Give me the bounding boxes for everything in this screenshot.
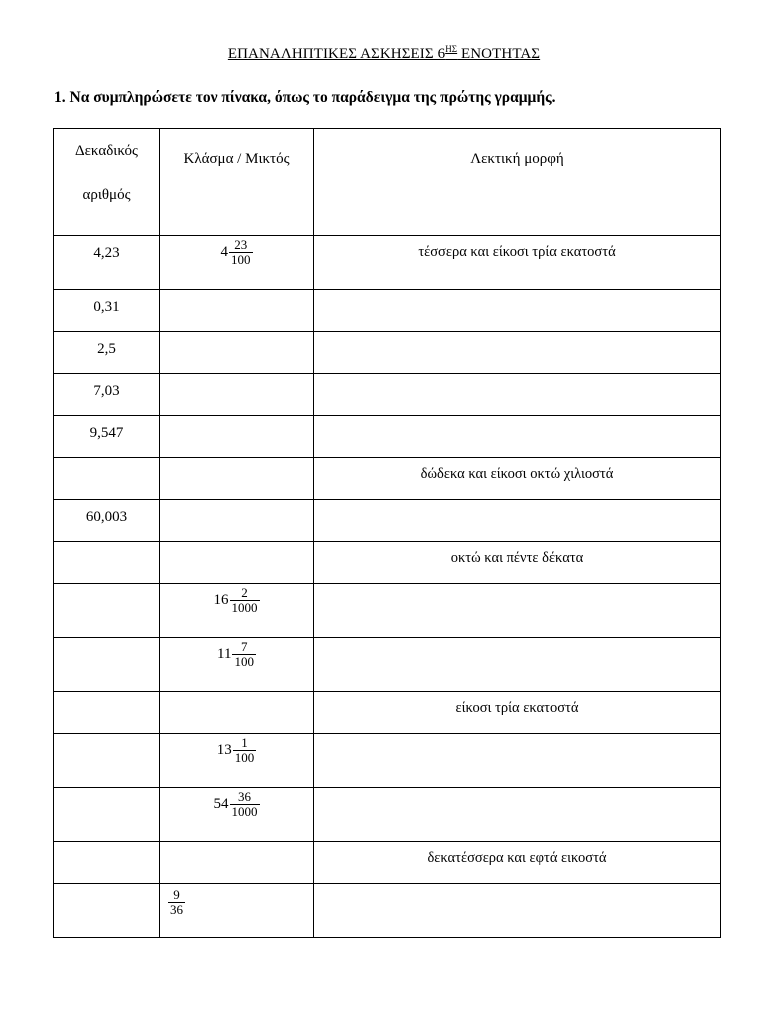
mixed-number <box>214 790 260 819</box>
denominator: 100 <box>234 654 254 669</box>
header-fraction: Κλάσμα / Μικτός <box>160 129 314 236</box>
table-row <box>54 290 721 332</box>
exercise-table <box>53 128 721 938</box>
fraction-cell[interactable] <box>160 332 314 374</box>
header-decimal-line1: Δεκαδικός <box>74 143 138 159</box>
fraction <box>232 640 256 669</box>
fraction <box>230 790 260 819</box>
table-row <box>54 842 721 884</box>
decimal-cell[interactable] <box>54 458 160 500</box>
title-main: ΕΠΑΝΑΛΗΠΤΙΚΕΣ ΑΣΚΗΣΕΙΣ 6 <box>227 46 446 62</box>
numerator: 23 <box>234 237 248 252</box>
words-cell[interactable] <box>314 734 721 788</box>
table-row <box>54 884 721 938</box>
whole-part: 16 <box>213 592 229 608</box>
table-row <box>54 734 721 788</box>
words-cell[interactable]: δώδεκα και είκοσι οκτώ χιλιοστά <box>314 458 721 500</box>
title-superscript: ΗΣ <box>445 44 458 54</box>
numerator: 7 <box>240 639 248 654</box>
decimal-cell[interactable] <box>54 842 160 884</box>
decimal-cell[interactable] <box>54 542 160 584</box>
fraction-cell[interactable] <box>160 692 314 734</box>
fraction-cell[interactable] <box>160 236 314 290</box>
decimal-cell[interactable] <box>54 692 160 734</box>
table-row <box>54 788 721 842</box>
denominator: 100 <box>234 750 255 765</box>
words-cell[interactable]: δεκατέσσερα και εφτά εικοστά <box>314 842 721 884</box>
words-cell[interactable] <box>314 584 721 638</box>
table-row <box>54 332 721 374</box>
fraction <box>168 888 185 917</box>
header-decimal-line2: αριθμός <box>82 187 131 203</box>
whole-part: 54 <box>213 796 229 812</box>
fraction <box>230 586 260 615</box>
words-cell[interactable]: είκοσι τρία εκατοστά <box>314 692 721 734</box>
table-row <box>54 236 721 290</box>
decimal-cell[interactable] <box>54 884 160 938</box>
fraction-cell[interactable] <box>160 458 314 500</box>
page-title <box>0 44 768 63</box>
denominator: 100 <box>231 252 251 267</box>
words-cell[interactable]: τέσσερα και είκοσι τρία εκατοστά <box>314 236 721 290</box>
mixed-number <box>217 640 256 669</box>
table-row <box>54 692 721 734</box>
fraction-cell[interactable] <box>160 734 314 788</box>
fraction <box>229 238 253 267</box>
numerator: 1 <box>241 735 248 750</box>
fraction-cell[interactable] <box>160 542 314 584</box>
decimal-cell[interactable]: 9,547 <box>54 416 160 458</box>
whole-part: 13 <box>216 742 232 758</box>
decimal-cell[interactable] <box>54 584 160 638</box>
table-row <box>54 374 721 416</box>
table-row <box>54 500 721 542</box>
mixed-number <box>217 736 257 765</box>
header-decimal <box>54 129 160 236</box>
decimal-cell[interactable]: 2,5 <box>54 332 160 374</box>
words-cell[interactable] <box>314 290 721 332</box>
numerator: 36 <box>238 789 251 804</box>
words-cell[interactable] <box>314 788 721 842</box>
fraction-cell[interactable] <box>160 584 314 638</box>
words-cell[interactable] <box>314 374 721 416</box>
words-cell[interactable] <box>314 638 721 692</box>
table-row <box>54 638 721 692</box>
fraction-cell[interactable] <box>160 884 314 938</box>
exercise-instruction: 1. Να συμπληρώσετε τον πίνακα, όπως το παράδειγμα της πρώτης γραμμής. <box>54 89 556 106</box>
decimal-cell[interactable] <box>54 734 160 788</box>
table-header-row <box>54 129 721 236</box>
words-cell[interactable] <box>314 500 721 542</box>
decimal-cell[interactable] <box>54 638 160 692</box>
denominator: 1000 <box>231 804 258 819</box>
fraction-cell[interactable] <box>160 500 314 542</box>
denominator: 36 <box>170 902 183 917</box>
fraction-cell[interactable] <box>160 788 314 842</box>
words-cell[interactable] <box>314 416 721 458</box>
fraction-cell[interactable] <box>160 638 314 692</box>
table-row <box>54 458 721 500</box>
mixed-number <box>221 238 253 267</box>
fraction-cell[interactable] <box>160 290 314 332</box>
table-row <box>54 584 721 638</box>
words-cell[interactable] <box>314 332 721 374</box>
denominator: 1000 <box>231 600 258 615</box>
words-cell[interactable]: οκτώ και πέντε δέκατα <box>314 542 721 584</box>
mixed-number <box>214 586 260 615</box>
header-words: Λεκτική μορφή <box>314 129 721 236</box>
table-row <box>54 542 721 584</box>
decimal-cell[interactable]: 0,31 <box>54 290 160 332</box>
table-row <box>54 416 721 458</box>
fraction-cell[interactable] <box>160 416 314 458</box>
numerator: 2 <box>241 585 248 600</box>
decimal-cell[interactable]: 7,03 <box>54 374 160 416</box>
fraction-cell[interactable] <box>160 842 314 884</box>
decimal-cell[interactable]: 4,23 <box>54 236 160 290</box>
title-tail: ΕΝΟΤΗΤΑΣ <box>457 46 541 62</box>
numerator: 9 <box>173 887 180 902</box>
whole-part: 11 <box>217 646 232 662</box>
fraction-cell[interactable] <box>160 374 314 416</box>
words-cell[interactable] <box>314 884 721 938</box>
fraction <box>233 736 257 765</box>
decimal-cell[interactable]: 60,003 <box>54 500 160 542</box>
whole-part: 4 <box>220 244 228 260</box>
decimal-cell[interactable] <box>54 788 160 842</box>
